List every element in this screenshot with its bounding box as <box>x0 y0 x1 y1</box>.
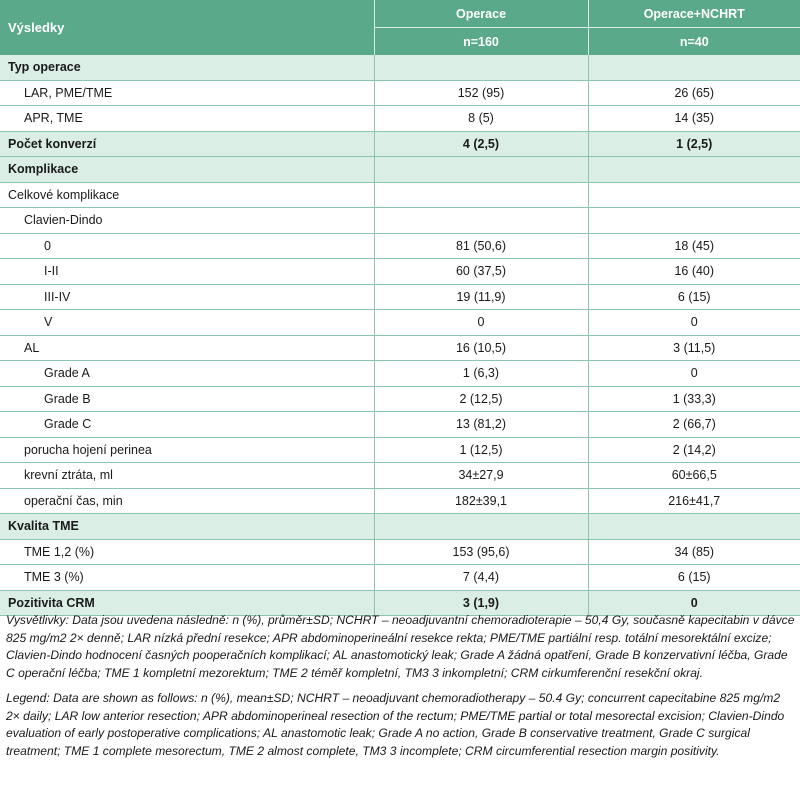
row-label: LAR, PME/TME <box>0 80 374 106</box>
table-row <box>0 106 800 132</box>
row-value-operace: 34±27,9 <box>374 463 588 489</box>
row-label: Komplikace <box>0 157 374 183</box>
table-row <box>0 488 800 514</box>
table-row <box>0 182 800 208</box>
row-label: Grade B <box>0 386 374 412</box>
table-row <box>0 80 800 106</box>
table-row <box>0 233 800 259</box>
row-value-operace: 182±39,1 <box>374 488 588 514</box>
row-value-operace: 3 (1,9) <box>374 590 588 616</box>
row-label: operační čas, min <box>0 488 374 514</box>
row-label: Počet konverzí <box>0 131 374 157</box>
row-value-operace <box>374 157 588 183</box>
table-row <box>0 259 800 285</box>
row-value-operace <box>374 182 588 208</box>
row-value-nchrt <box>588 514 800 540</box>
row-label: Typ operace <box>0 55 374 80</box>
row-value-nchrt: 0 <box>588 590 800 616</box>
row-value-operace: 81 (50,6) <box>374 233 588 259</box>
table-row <box>0 310 800 336</box>
row-value-nchrt: 26 (65) <box>588 80 800 106</box>
row-value-nchrt <box>588 182 800 208</box>
row-value-operace: 19 (11,9) <box>374 284 588 310</box>
row-value-nchrt: 2 (66,7) <box>588 412 800 438</box>
table-row <box>0 539 800 565</box>
row-value-nchrt: 0 <box>588 361 800 387</box>
table-header <box>0 0 800 55</box>
row-label: TME 1,2 (%) <box>0 539 374 565</box>
row-label: krevní ztráta, ml <box>0 463 374 489</box>
table-row <box>0 565 800 591</box>
row-label: V <box>0 310 374 336</box>
row-value-nchrt: 2 (14,2) <box>588 437 800 463</box>
row-label: porucha hojení perinea <box>0 437 374 463</box>
row-value-operace: 7 (4,4) <box>374 565 588 591</box>
row-value-operace: 2 (12,5) <box>374 386 588 412</box>
row-label: TME 3 (%) <box>0 565 374 591</box>
row-value-operace: 152 (95) <box>374 80 588 106</box>
column-header-operace-nchrt: Operace+NCHRT <box>588 0 800 28</box>
column-header-operace: Operace <box>374 0 588 28</box>
row-value-nchrt: 18 (45) <box>588 233 800 259</box>
table-row <box>0 412 800 438</box>
notes-explanation: Vysvětlivky: Data jsou uvedena následně: n (%), průměr±SD; NCHRT – neoadjuvantní chemoradioterapie – 50,4 Gy, současně kapecitabin v dávce 825 mg/m2 2× denně; LAR nízká přední resekce; APR abdominoperineální resekce rekta; PME/TME partiální resp. totální mesorektální excize; Clavien-Dindo hodnocení časných pooperačních komplikací; AL anastomotický leak; Grade A žádná opatření, Grade B konzervativní léčba, Grade C operační léčba; TME 1 kompletní mezorektum; TME 2 téměř kompletní, TM3 3 inkompletní; CRM cirkumferenční resekční okraj. <box>6 613 795 680</box>
row-value-operace <box>374 514 588 540</box>
row-value-operace: 1 (12,5) <box>374 437 588 463</box>
row-value-nchrt <box>588 208 800 234</box>
row-label: Pozitivita CRM <box>0 590 374 616</box>
row-label: Celkové komplikace <box>0 182 374 208</box>
table-body <box>0 55 800 616</box>
row-value-nchrt: 1 (33,3) <box>588 386 800 412</box>
table-row <box>0 463 800 489</box>
row-value-nchrt: 16 (40) <box>588 259 800 285</box>
row-label: Grade A <box>0 361 374 387</box>
row-value-nchrt: 14 (35) <box>588 106 800 132</box>
table-row <box>0 208 800 234</box>
table-row <box>0 157 800 183</box>
column-n-operace: n=160 <box>374 28 588 56</box>
table-notes <box>6 612 796 760</box>
table-row <box>0 514 800 540</box>
row-value-nchrt <box>588 157 800 183</box>
row-label: Grade C <box>0 412 374 438</box>
row-value-operace: 13 (81,2) <box>374 412 588 438</box>
table-row <box>0 284 800 310</box>
row-value-nchrt <box>588 55 800 80</box>
row-value-operace: 0 <box>374 310 588 336</box>
row-label: III-IV <box>0 284 374 310</box>
row-label: I-II <box>0 259 374 285</box>
row-value-operace: 8 (5) <box>374 106 588 132</box>
row-label: Kvalita TME <box>0 514 374 540</box>
row-label: Clavien-Dindo <box>0 208 374 234</box>
row-value-nchrt: 1 (2,5) <box>588 131 800 157</box>
table-row <box>0 131 800 157</box>
row-value-nchrt: 6 (15) <box>588 284 800 310</box>
table-row <box>0 361 800 387</box>
row-label: 0 <box>0 233 374 259</box>
row-value-operace <box>374 208 588 234</box>
row-label: APR, TME <box>0 106 374 132</box>
table-row <box>0 437 800 463</box>
row-value-operace: 16 (10,5) <box>374 335 588 361</box>
table-row <box>0 386 800 412</box>
row-value-nchrt: 3 (11,5) <box>588 335 800 361</box>
row-value-operace: 4 (2,5) <box>374 131 588 157</box>
row-value-operace <box>374 55 588 80</box>
row-value-nchrt: 0 <box>588 310 800 336</box>
row-value-nchrt: 34 (85) <box>588 539 800 565</box>
table-row <box>0 55 800 80</box>
row-value-nchrt: 60±66,5 <box>588 463 800 489</box>
row-value-nchrt: 216±41,7 <box>588 488 800 514</box>
row-value-nchrt: 6 (15) <box>588 565 800 591</box>
notes-legend: Legend: Data are shown as follows: n (%), mean±SD; NCHRT – neoadjuvant chemoradiotherapy – 50.4 Gy; concurrent capecitabine 825 mg/m2 2× daily; LAR low anterior resection; APR abdominoperineal resection of the rectum; PME/TME partial or total mesorectal excision; Clavien-Dindo evaluation of early postoperative complications; AL anastomotic leak; Grade A no action, Grade B conservative treatment, Grade C surgical treatment; TME 1 complete mesorectum, TME 2 almost complete, TM3 3 incomplete; CRM circumferential resection margin positivity. <box>6 691 785 758</box>
table-row <box>0 335 800 361</box>
row-label: AL <box>0 335 374 361</box>
table-title: Výsledky <box>0 0 374 55</box>
row-value-operace: 1 (6,3) <box>374 361 588 387</box>
row-value-operace: 153 (95,6) <box>374 539 588 565</box>
column-n-operace-nchrt: n=40 <box>588 28 800 56</box>
row-value-operace: 60 (37,5) <box>374 259 588 285</box>
